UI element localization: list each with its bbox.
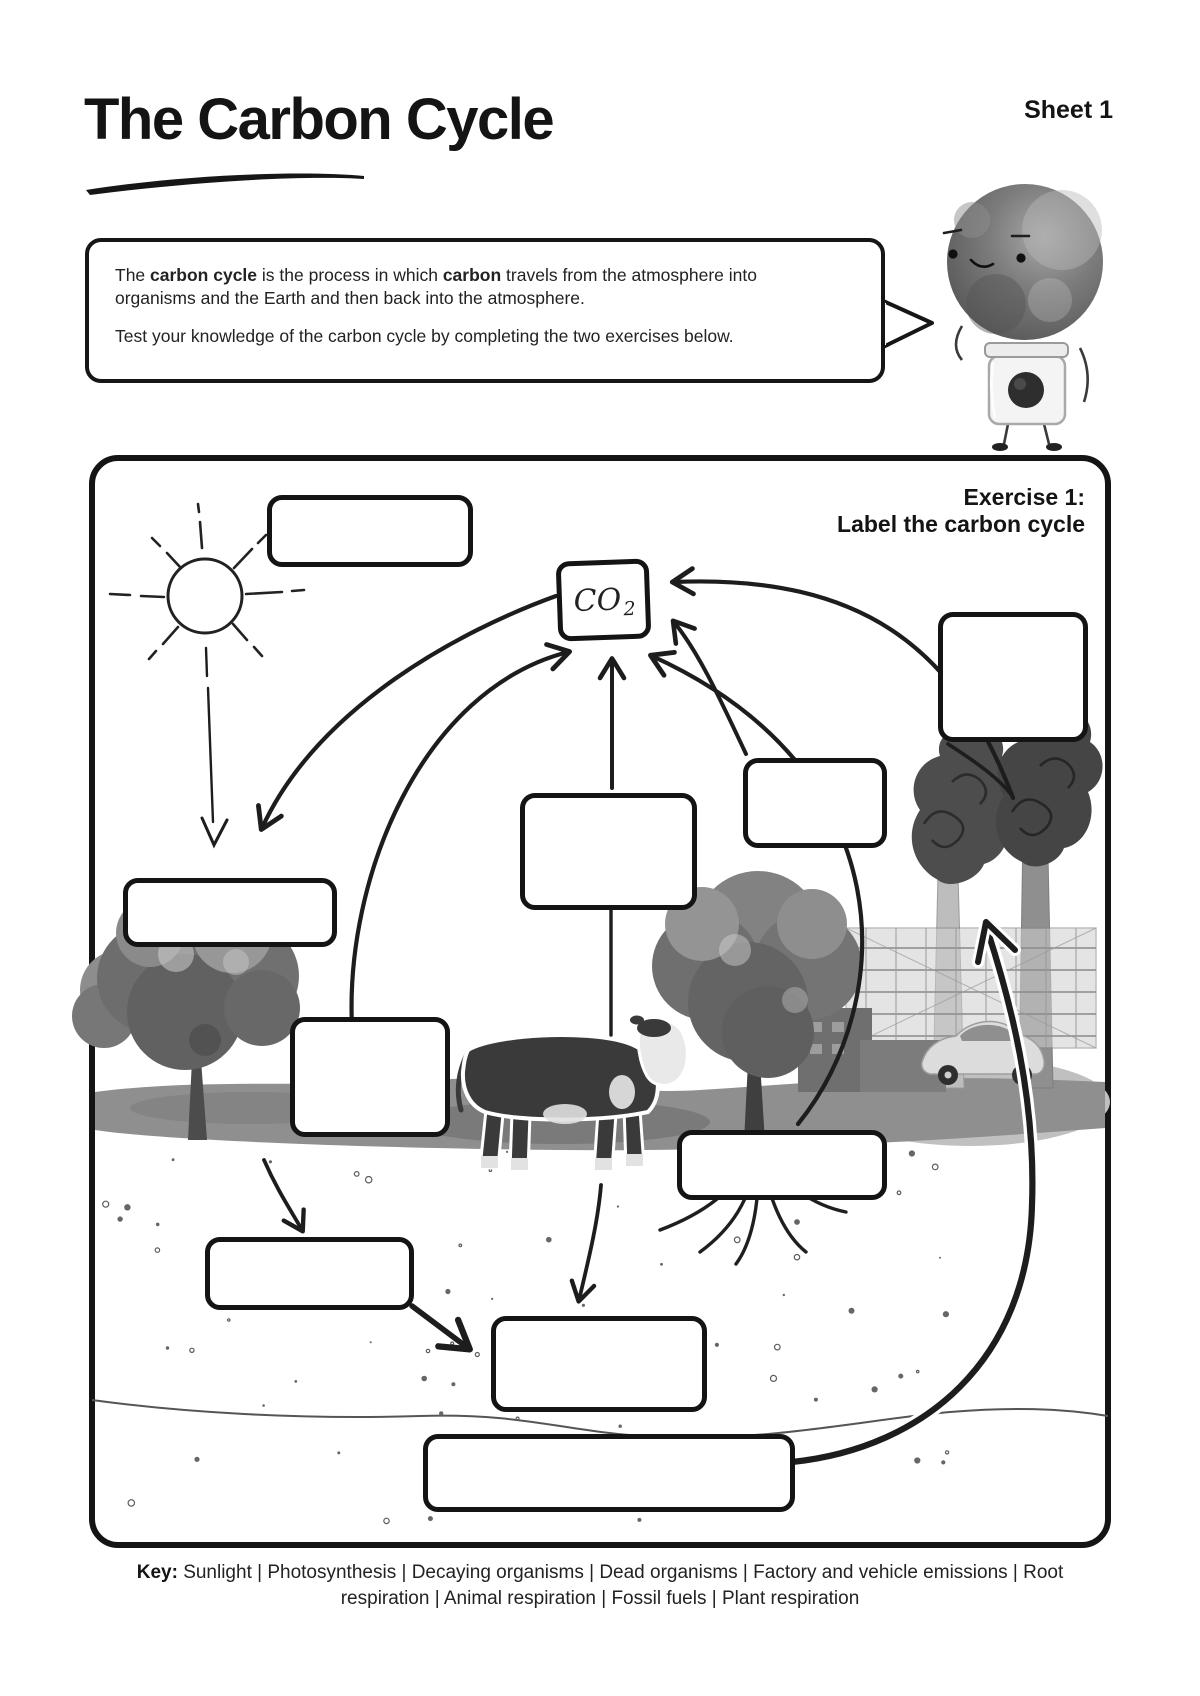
answer-box-8[interactable]: [205, 1237, 414, 1310]
answer-key: [100, 1560, 1100, 1612]
answer-box-4[interactable]: [520, 793, 697, 910]
key-items: Sunlight | Photosynthesis | Decaying organisms | Dead organisms | Factory and vehicle emissions | Root respiration | Animal respiration | Fossil fuels | Plant respiration: [183, 1562, 1064, 1610]
answer-box-5[interactable]: [123, 878, 337, 947]
answer-box-1[interactable]: [267, 495, 473, 567]
intro-speech-box: [85, 238, 885, 383]
title-underline: [86, 174, 364, 195]
key-label: Key:: [136, 1562, 178, 1583]
exercise-title: Exercise 1: Label the carbon cycle: [837, 484, 1085, 538]
intro-paragraph-2: Test your knowledge of the carbon cycle by completing the two exercises below.: [115, 326, 734, 347]
co2-label-box: CO $_2$: [556, 558, 652, 641]
carbon-mascot: [944, 184, 1103, 451]
answer-box-2[interactable]: [938, 612, 1088, 742]
answer-box-10[interactable]: [423, 1434, 795, 1512]
speech-tail: [878, 300, 932, 348]
answer-box-9[interactable]: [491, 1316, 707, 1412]
answer-box-6[interactable]: [290, 1017, 450, 1137]
page-title: The Carbon Cycle: [84, 87, 554, 152]
sheet-label: Sheet 1: [1024, 96, 1113, 124]
intro-paragraph-1: The carbon cycle is the process in which carbon travels from the atmosphere into organisms and the Earth and then back into the atmosphere.: [115, 265, 757, 309]
answer-box-7[interactable]: [677, 1130, 887, 1200]
answer-box-3[interactable]: [743, 758, 887, 848]
